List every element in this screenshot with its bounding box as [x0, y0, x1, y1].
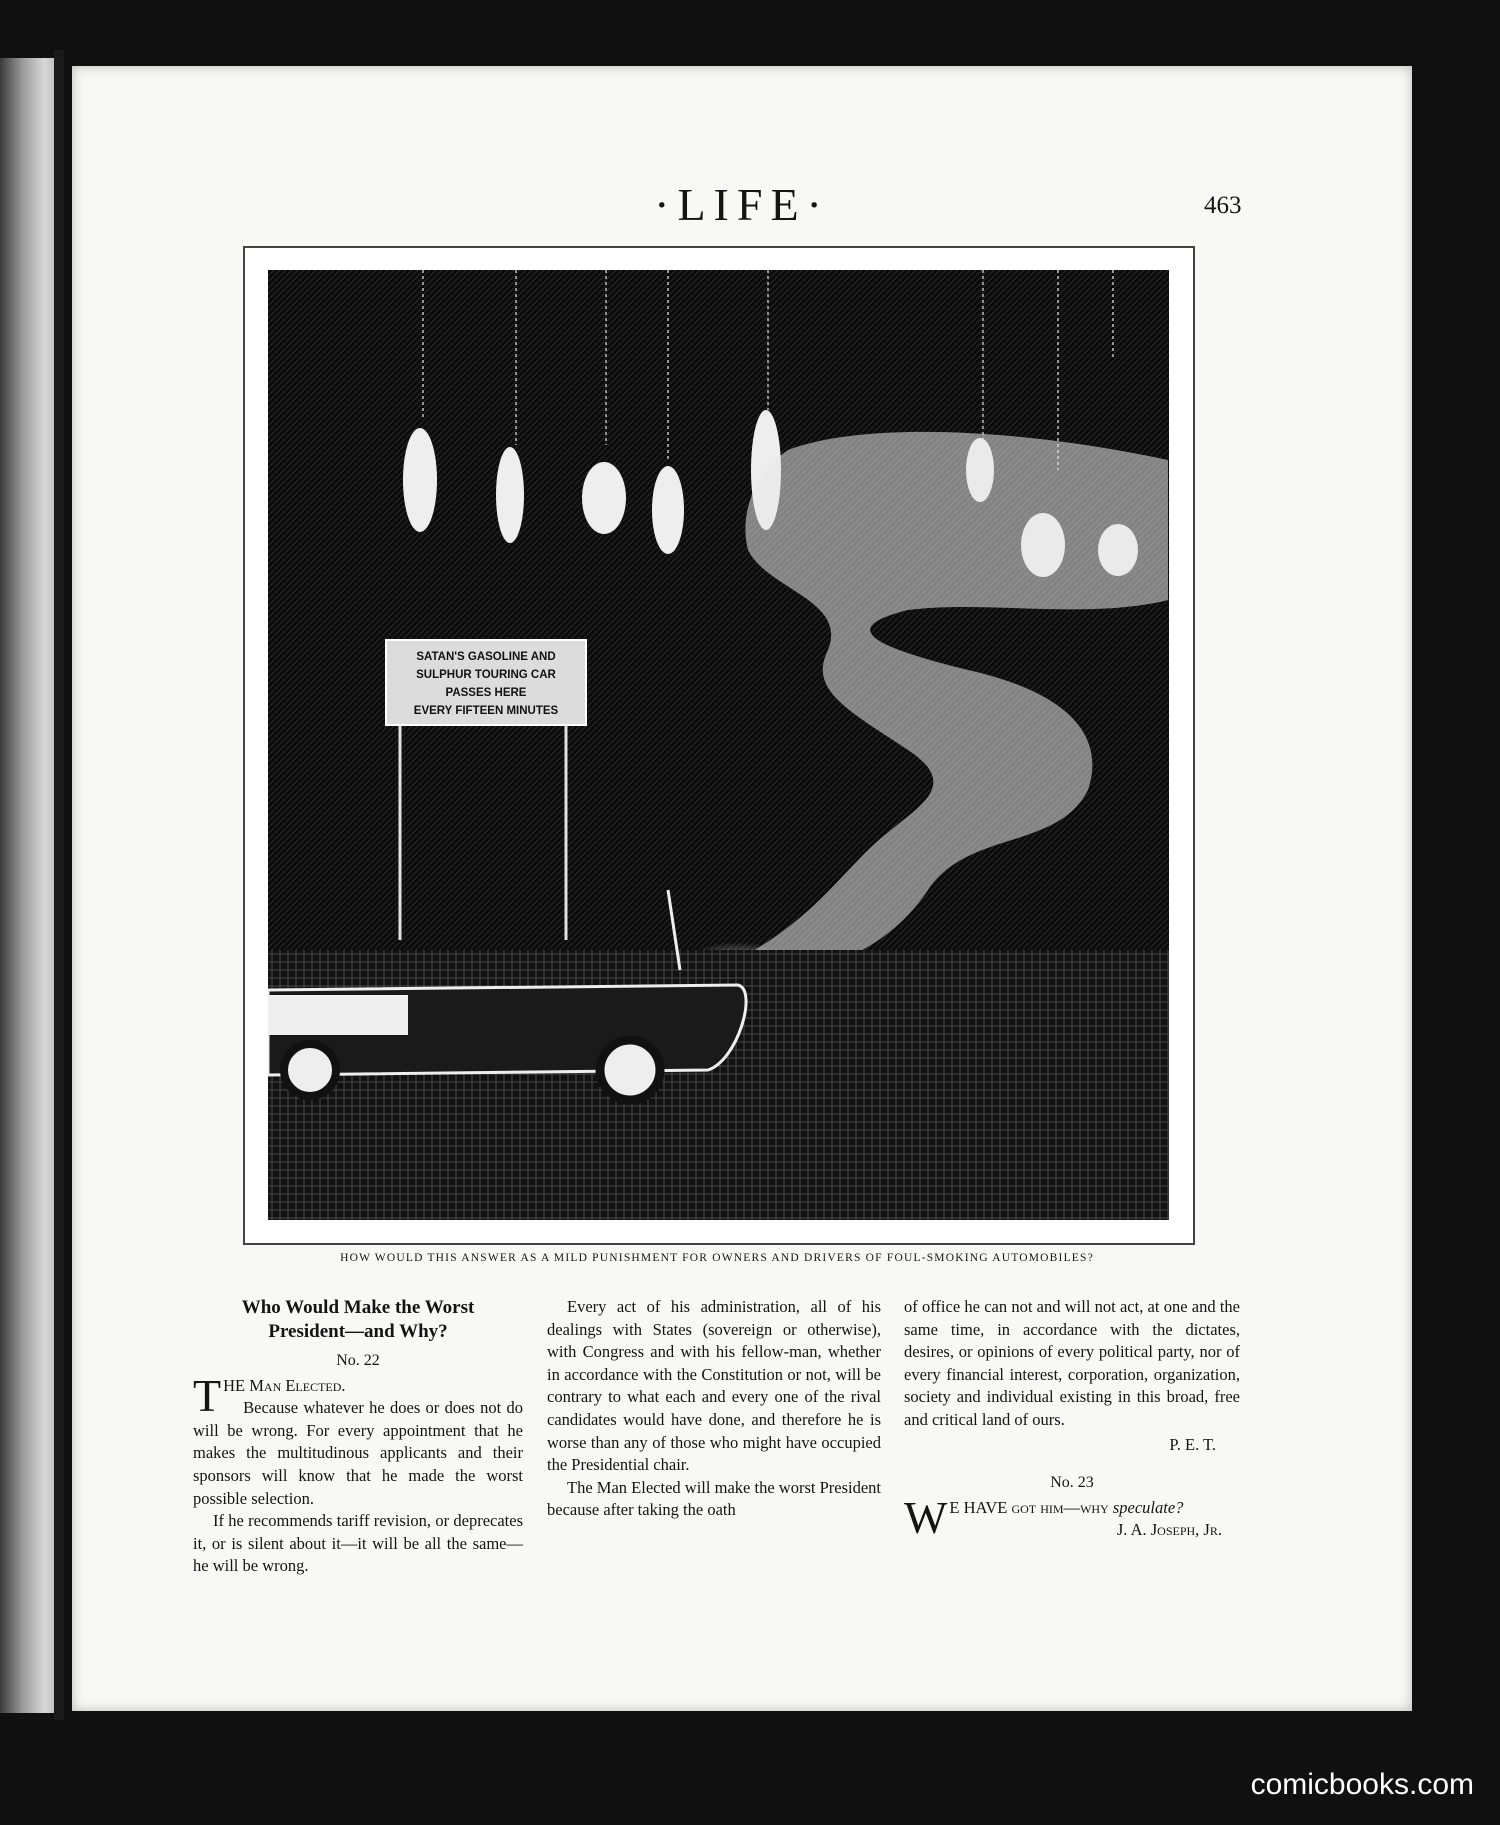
watermark-text: comicbooks.com: [1250, 1768, 1474, 1801]
hanging-figure: [652, 466, 684, 554]
sign-line-2: SULPHUR TOURING CAR: [416, 669, 556, 681]
sign-line-3: PASSES HERE: [445, 687, 527, 699]
left-page-edge: [0, 58, 56, 1713]
entry-23-italic: speculate?: [1112, 1497, 1184, 1517]
entry-22-paragraph-3: Every act of his administration, all of his dealings with States (sovereign or otherwise), with Congress and with his fellow-man, whether in accordance with the Constitution or not, will be contrary to what each and every one of the rival candidates would have done, and therefore he is worse than any of those who might have occupied the Presidential chair.: [547, 1297, 881, 1475]
car-wheel-rear: [600, 1040, 660, 1100]
dropcap-t: T: [193, 1369, 222, 1421]
sign-line-4: EVERY FIFTEEN MINUTES: [413, 705, 559, 717]
text-column-3: [904, 1296, 1240, 1542]
sign-line-1: SATAN'S GASOLINE AND: [416, 651, 556, 663]
text-column-2: [547, 1296, 881, 1522]
entry-number-22: No. 22: [336, 1352, 380, 1369]
cartoon-drawing: [268, 270, 1169, 1220]
magazine-page: [72, 66, 1412, 1711]
entry-23-body: E HAVE got him—why: [949, 1497, 1109, 1517]
entry-22-paragraph-4-continued: of office he can not and will not act, at one and the same time, in accordance with the dictates, desires, or opinions of every political party, nor of every financial interest, corporation, organization, society and individual existing in this broad, free and critical land of ours.: [904, 1297, 1240, 1429]
touring-car-hood: [268, 995, 408, 1035]
entry-number-23: No. 23: [1050, 1474, 1094, 1492]
entry-22-lead-text: HE Man Elected.: [223, 1375, 346, 1395]
text-column-1: [193, 1296, 523, 1578]
cartoon-caption: HOW WOULD THIS ANSWER AS A MILD PUNISHMENT FOR OWNERS AND DRIVERS OF FOUL-SMOKING AUTOMOBILES?: [340, 1252, 1094, 1264]
cartoon-illustration: [243, 246, 1195, 1245]
page-number: 463: [1204, 192, 1242, 219]
hanging-figure: [403, 428, 437, 532]
dropcap-w: W: [904, 1491, 948, 1543]
book-gutter: [54, 50, 64, 1720]
signature-pet: P. E. T.: [1169, 1434, 1216, 1454]
entry-22-lead: [193, 1369, 523, 1421]
entry-22-paragraph-1: Because whatever he does or does not do will be wrong. For every appointment that he makes the multitudinous applicants and their sponsors will know that he made the worst possible selection.: [193, 1398, 523, 1508]
masthead-title: ·LIFE·: [654, 179, 830, 230]
entry-22-paragraph-2: If he recommends tariff revision, or deprecates it, or is silent about it—it will be all the same—he will be wrong.: [193, 1511, 523, 1576]
car-wheel-front: [284, 1044, 336, 1096]
signature-joseph: J. A. Joseph, Jr.: [1116, 1520, 1222, 1540]
article-title: Who Would Make the Worst President—and Why?: [241, 1297, 475, 1342]
entry-22-paragraph-4: The Man Elected will make the worst President because after taking the oath: [547, 1477, 881, 1520]
hanging-figure: [496, 447, 524, 543]
hanging-figure: [582, 462, 626, 534]
